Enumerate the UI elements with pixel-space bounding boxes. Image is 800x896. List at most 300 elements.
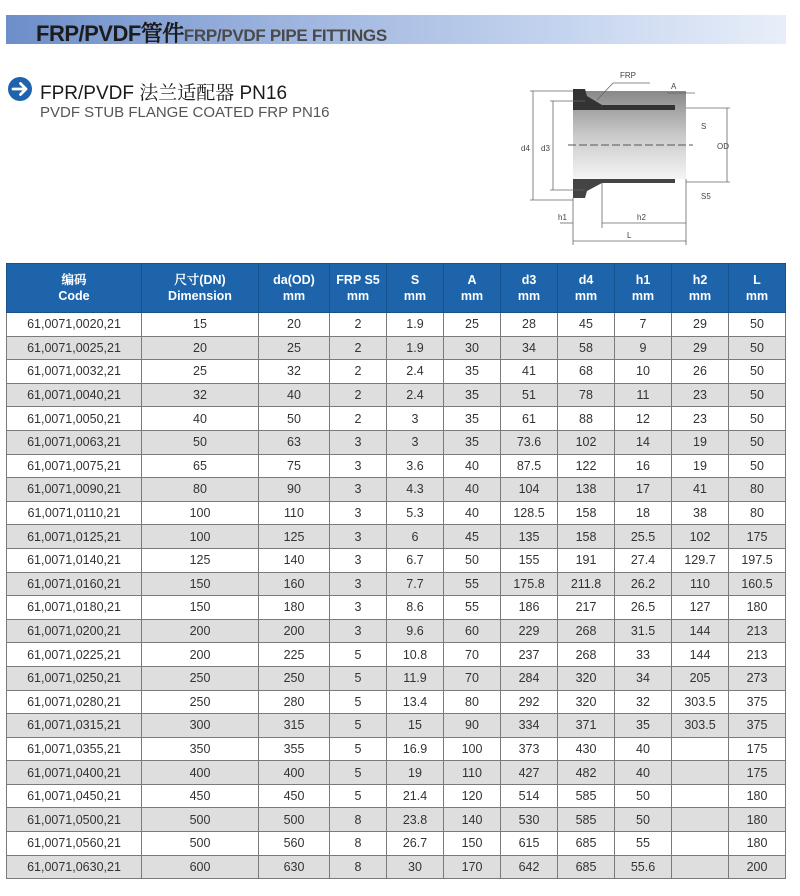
- column-header-title: S: [410, 273, 420, 287]
- table-cell: 175: [729, 737, 786, 761]
- table-cell: 125: [142, 548, 259, 572]
- column-header-title: 尺寸(DN): [174, 273, 226, 287]
- table-cell: 55.6: [615, 855, 672, 879]
- column-header-title: 编码: [61, 273, 87, 287]
- table-cell: 25: [444, 313, 501, 337]
- table-cell: 32: [142, 383, 259, 407]
- table-cell: 25: [142, 360, 259, 384]
- table-cell: 50: [729, 336, 786, 360]
- table-cell: 58: [558, 336, 615, 360]
- table-cell: 585: [558, 808, 615, 832]
- table-cell: 200: [259, 619, 330, 643]
- table-cell: 2: [330, 360, 387, 384]
- table-cell: 685: [558, 855, 615, 879]
- table-cell: 61,0071,0450,21: [7, 784, 142, 808]
- column-header: [672, 264, 729, 313]
- label-s: S: [701, 122, 707, 131]
- table-cell: 371: [558, 714, 615, 738]
- table-cell: 50: [729, 383, 786, 407]
- column-header-unit: Code: [58, 289, 90, 303]
- table-cell: 70: [444, 643, 501, 667]
- table-cell: 25.5: [615, 525, 672, 549]
- table-cell: 50: [615, 808, 672, 832]
- table-cell: 65: [142, 454, 259, 478]
- table-cell: 375: [729, 690, 786, 714]
- table-cell: 11.9: [387, 666, 444, 690]
- table-cell: 29: [672, 313, 729, 337]
- table-cell: 23.8: [387, 808, 444, 832]
- table-cell: 150: [444, 832, 501, 856]
- table-cell: 180: [729, 832, 786, 856]
- table-cell: 2.4: [387, 360, 444, 384]
- table-cell: 10: [615, 360, 672, 384]
- table-cell: 129.7: [672, 548, 729, 572]
- column-header: [259, 264, 330, 313]
- label-h2: h2: [637, 213, 646, 222]
- column-header: [142, 264, 259, 313]
- table-cell: 642: [501, 855, 558, 879]
- table-row: [7, 855, 786, 879]
- table-cell: 560: [259, 832, 330, 856]
- table-cell: 45: [444, 525, 501, 549]
- table-cell: 70: [444, 666, 501, 690]
- table-cell: 15: [387, 714, 444, 738]
- arrow-right-circle-icon: [8, 77, 32, 101]
- table-cell: 5: [330, 784, 387, 808]
- table-cell: 34: [615, 666, 672, 690]
- table-cell: 630: [259, 855, 330, 879]
- table-cell: 8: [330, 832, 387, 856]
- table-cell: 61,0071,0110,21: [7, 501, 142, 525]
- table-cell: 355: [259, 737, 330, 761]
- table-cell: 120: [444, 784, 501, 808]
- table-cell: 63: [259, 430, 330, 454]
- table-row: [7, 808, 786, 832]
- table-cell: 3: [330, 548, 387, 572]
- table-cell: 20: [259, 313, 330, 337]
- title-banner: [6, 15, 786, 44]
- table-cell: 175: [729, 761, 786, 785]
- table-cell: 3: [330, 478, 387, 502]
- column-header: [330, 264, 387, 313]
- table-cell: 40: [444, 454, 501, 478]
- table-cell: 8: [330, 808, 387, 832]
- table-cell: 180: [259, 596, 330, 620]
- column-header-unit: mm: [346, 289, 370, 303]
- table-cell: 19: [672, 454, 729, 478]
- table-cell: 61,0071,0180,21: [7, 596, 142, 620]
- table-cell: 34: [501, 336, 558, 360]
- column-header-title: da(OD): [273, 273, 315, 287]
- column-header-unit: mm: [517, 289, 541, 303]
- table-cell: 155: [501, 548, 558, 572]
- table-cell: 14: [615, 430, 672, 454]
- table-cell: [672, 808, 729, 832]
- table-cell: 213: [729, 643, 786, 667]
- table-cell: 400: [142, 761, 259, 785]
- table-cell: 61,0071,0630,21: [7, 855, 142, 879]
- table-row: [7, 548, 786, 572]
- table-cell: 9.6: [387, 619, 444, 643]
- table-header-row: [7, 264, 786, 313]
- table-cell: 225: [259, 643, 330, 667]
- table-cell: 135: [501, 525, 558, 549]
- table-cell: 500: [259, 808, 330, 832]
- table-row: [7, 478, 786, 502]
- table-cell: 35: [444, 360, 501, 384]
- table-cell: 284: [501, 666, 558, 690]
- table-cell: 87.5: [501, 454, 558, 478]
- table-cell: 180: [729, 784, 786, 808]
- table-cell: 100: [142, 501, 259, 525]
- table-cell: 170: [444, 855, 501, 879]
- table-cell: 400: [259, 761, 330, 785]
- table-cell: 30: [387, 855, 444, 879]
- label-s5: S5: [701, 192, 711, 201]
- table-cell: 50: [729, 313, 786, 337]
- table-cell: 110: [444, 761, 501, 785]
- table-cell: 138: [558, 478, 615, 502]
- table-cell: 514: [501, 784, 558, 808]
- product-title: FPR/PVDF 法兰适配器 PN16: [40, 83, 288, 104]
- title-en: FRP/PVDF PIPE FITTINGS: [183, 26, 387, 45]
- table-cell: 11: [615, 383, 672, 407]
- table-cell: 160: [259, 572, 330, 596]
- table-row: [7, 784, 786, 808]
- table-cell: 3: [330, 501, 387, 525]
- table-cell: 61,0071,0063,21: [7, 430, 142, 454]
- table-cell: 5: [330, 690, 387, 714]
- table-cell: 32: [615, 690, 672, 714]
- table-cell: 3: [330, 596, 387, 620]
- column-header-title: d4: [578, 273, 594, 287]
- table-cell: 19: [672, 430, 729, 454]
- table-cell: 5: [330, 643, 387, 667]
- table-row: [7, 619, 786, 643]
- table-cell: 430: [558, 737, 615, 761]
- table-cell: 55: [444, 596, 501, 620]
- table-cell: 21.4: [387, 784, 444, 808]
- table-cell: 61,0071,0032,21: [7, 360, 142, 384]
- column-header: [501, 264, 558, 313]
- table-cell: 80: [142, 478, 259, 502]
- table-cell: 268: [558, 619, 615, 643]
- table-row: [7, 832, 786, 856]
- table-cell: 38: [672, 501, 729, 525]
- table-cell: 100: [142, 525, 259, 549]
- table-cell: 4.3: [387, 478, 444, 502]
- table-cell: [672, 761, 729, 785]
- table-cell: 61,0071,0090,21: [7, 478, 142, 502]
- table-cell: 5: [330, 666, 387, 690]
- table-row: [7, 572, 786, 596]
- table-cell: 61,0071,0400,21: [7, 761, 142, 785]
- table-cell: 31.5: [615, 619, 672, 643]
- table-cell: [672, 784, 729, 808]
- table-cell: 35: [444, 407, 501, 431]
- table-cell: 6: [387, 525, 444, 549]
- table-cell: 61,0071,0315,21: [7, 714, 142, 738]
- table-row: [7, 430, 786, 454]
- table-cell: 3: [330, 619, 387, 643]
- column-header-title: h1: [635, 273, 651, 287]
- specs-table: [6, 263, 786, 879]
- table-cell: 158: [558, 501, 615, 525]
- table-cell: 180: [729, 808, 786, 832]
- table-cell: 229: [501, 619, 558, 643]
- table-cell: 500: [142, 808, 259, 832]
- lower-frp: [573, 179, 675, 198]
- column-header-unit: mm: [631, 289, 655, 303]
- product-subtitle: PVDF STUB FLANGE COATED FRP PN16: [40, 104, 330, 121]
- table-cell: 80: [729, 478, 786, 502]
- table-cell: 40: [142, 407, 259, 431]
- table-cell: 250: [259, 666, 330, 690]
- table-cell: 175: [729, 525, 786, 549]
- table-cell: 110: [259, 501, 330, 525]
- table-cell: 303.5: [672, 714, 729, 738]
- table-cell: 51: [501, 383, 558, 407]
- label-frp: FRP: [620, 71, 636, 80]
- column-header: [615, 264, 672, 313]
- table-cell: 80: [444, 690, 501, 714]
- table-cell: 90: [259, 478, 330, 502]
- table-row: [7, 714, 786, 738]
- table-cell: 61,0071,0075,21: [7, 454, 142, 478]
- table-cell: 3: [330, 525, 387, 549]
- table-cell: 237: [501, 643, 558, 667]
- table-cell: 102: [672, 525, 729, 549]
- table-cell: 61,0071,0225,21: [7, 643, 142, 667]
- table-cell: 320: [558, 666, 615, 690]
- table-cell: 35: [615, 714, 672, 738]
- table-cell: 127: [672, 596, 729, 620]
- table-cell: 2: [330, 336, 387, 360]
- table-cell: 7.7: [387, 572, 444, 596]
- column-header-unit: mm: [688, 289, 712, 303]
- table-cell: 158: [558, 525, 615, 549]
- table-cell: 3: [387, 407, 444, 431]
- table-cell: 16: [615, 454, 672, 478]
- table-cell: 40: [615, 737, 672, 761]
- table-row: [7, 501, 786, 525]
- table-cell: 150: [142, 596, 259, 620]
- label-d3: d3: [541, 144, 550, 153]
- table-cell: 2.4: [387, 383, 444, 407]
- column-header-unit: mm: [574, 289, 598, 303]
- table-cell: 191: [558, 548, 615, 572]
- table-row: [7, 690, 786, 714]
- table-cell: 300: [142, 714, 259, 738]
- column-header-title: L: [753, 273, 761, 287]
- table-cell: 122: [558, 454, 615, 478]
- table-cell: 50: [615, 784, 672, 808]
- table-cell: 144: [672, 643, 729, 667]
- table-cell: 144: [672, 619, 729, 643]
- table-cell: 5: [330, 737, 387, 761]
- table-cell: 61: [501, 407, 558, 431]
- table-cell: 250: [142, 666, 259, 690]
- table-cell: 41: [501, 360, 558, 384]
- table-cell: 78: [558, 383, 615, 407]
- table-cell: 50: [729, 407, 786, 431]
- table-cell: 6.7: [387, 548, 444, 572]
- table-cell: 9: [615, 336, 672, 360]
- table-cell: 482: [558, 761, 615, 785]
- table-cell: 20: [142, 336, 259, 360]
- table-cell: 211.8: [558, 572, 615, 596]
- table-cell: 197.5: [729, 548, 786, 572]
- column-header-unit: Dimension: [168, 289, 232, 303]
- table-cell: 600: [142, 855, 259, 879]
- table-row: [7, 383, 786, 407]
- table-cell: 45: [558, 313, 615, 337]
- table-cell: 28: [501, 313, 558, 337]
- table-cell: 26.7: [387, 832, 444, 856]
- table-cell: 180: [729, 596, 786, 620]
- table-cell: [672, 832, 729, 856]
- table-cell: 5: [330, 761, 387, 785]
- table-cell: 7: [615, 313, 672, 337]
- table-cell: 88: [558, 407, 615, 431]
- table-cell: 1.9: [387, 336, 444, 360]
- table-cell: 35: [444, 430, 501, 454]
- table-cell: 150: [142, 572, 259, 596]
- column-header-unit: mm: [282, 289, 306, 303]
- table-cell: 315: [259, 714, 330, 738]
- table-cell: 61,0071,0040,21: [7, 383, 142, 407]
- table-cell: 50: [142, 430, 259, 454]
- column-header-title: h2: [692, 273, 708, 287]
- table-cell: 61,0071,0020,21: [7, 313, 142, 337]
- table-cell: 373: [501, 737, 558, 761]
- table-cell: 160.5: [729, 572, 786, 596]
- table-cell: 8.6: [387, 596, 444, 620]
- table-cell: 500: [142, 832, 259, 856]
- table-cell: 27.4: [615, 548, 672, 572]
- table-row: [7, 407, 786, 431]
- label-d4: d4: [521, 144, 530, 153]
- table-cell: 61,0071,0050,21: [7, 407, 142, 431]
- table-cell: 68: [558, 360, 615, 384]
- column-header: [444, 264, 501, 313]
- table-cell: 213: [729, 619, 786, 643]
- table-cell: 40: [615, 761, 672, 785]
- table-cell: 1.9: [387, 313, 444, 337]
- table-cell: 80: [729, 501, 786, 525]
- table-cell: 175.8: [501, 572, 558, 596]
- table-cell: 19: [387, 761, 444, 785]
- table-cell: 280: [259, 690, 330, 714]
- table-cell: 3: [330, 430, 387, 454]
- fitting-diagram: [505, 63, 735, 248]
- table-cell: 350: [142, 737, 259, 761]
- table-row: [7, 360, 786, 384]
- table-cell: 50: [729, 454, 786, 478]
- table-row: [7, 525, 786, 549]
- table-cell: 55: [444, 572, 501, 596]
- column-header: [729, 264, 786, 313]
- table-cell: 8: [330, 855, 387, 879]
- column-header: [387, 264, 444, 313]
- table-cell: 530: [501, 808, 558, 832]
- label-od: OD: [717, 142, 729, 151]
- table-cell: 140: [444, 808, 501, 832]
- table-cell: 205: [672, 666, 729, 690]
- table-cell: 10.8: [387, 643, 444, 667]
- title-cn: FRP/PVDF管件: [36, 21, 184, 46]
- table-cell: [672, 737, 729, 761]
- table-cell: 13.4: [387, 690, 444, 714]
- table-cell: 292: [501, 690, 558, 714]
- table-cell: 217: [558, 596, 615, 620]
- table-cell: 61,0071,0025,21: [7, 336, 142, 360]
- table-cell: 18: [615, 501, 672, 525]
- table-cell: 73.6: [501, 430, 558, 454]
- table-cell: 90: [444, 714, 501, 738]
- table-cell: 50: [729, 430, 786, 454]
- table-cell: 40: [259, 383, 330, 407]
- column-header: [7, 264, 142, 313]
- table-cell: 61,0071,0355,21: [7, 737, 142, 761]
- table-cell: 200: [142, 643, 259, 667]
- table-cell: 61,0071,0500,21: [7, 808, 142, 832]
- table-row: [7, 313, 786, 337]
- table-cell: 61,0071,0125,21: [7, 525, 142, 549]
- column-header-title: A: [467, 273, 477, 287]
- table-cell: 75: [259, 454, 330, 478]
- table-cell: 60: [444, 619, 501, 643]
- table-cell: 16.9: [387, 737, 444, 761]
- table-cell: [672, 855, 729, 879]
- table-cell: 303.5: [672, 690, 729, 714]
- table-cell: 5.3: [387, 501, 444, 525]
- table-cell: 375: [729, 714, 786, 738]
- table-cell: 450: [259, 784, 330, 808]
- table-cell: 2: [330, 407, 387, 431]
- column-header-unit: mm: [403, 289, 427, 303]
- table-cell: 29: [672, 336, 729, 360]
- table-row: [7, 336, 786, 360]
- column-header-title: FRP S5: [336, 273, 380, 287]
- table-cell: 23: [672, 383, 729, 407]
- table-cell: 5: [330, 714, 387, 738]
- table-cell: 585: [558, 784, 615, 808]
- table-cell: 100: [444, 737, 501, 761]
- table-cell: 25: [259, 336, 330, 360]
- table-cell: 273: [729, 666, 786, 690]
- table-cell: 23: [672, 407, 729, 431]
- table-row: [7, 737, 786, 761]
- table-row: [7, 454, 786, 478]
- table-cell: 33: [615, 643, 672, 667]
- column-header-unit: mm: [745, 289, 769, 303]
- table-cell: 3: [387, 430, 444, 454]
- table-cell: 50: [729, 360, 786, 384]
- table-cell: 15: [142, 313, 259, 337]
- table-cell: 200: [142, 619, 259, 643]
- table-cell: 40: [444, 478, 501, 502]
- table-cell: 110: [672, 572, 729, 596]
- table-cell: 30: [444, 336, 501, 360]
- page-title: [36, 17, 387, 48]
- table-cell: 17: [615, 478, 672, 502]
- table-cell: 61,0071,0280,21: [7, 690, 142, 714]
- table-cell: 615: [501, 832, 558, 856]
- table-cell: 61,0071,0200,21: [7, 619, 142, 643]
- table-cell: 40: [444, 501, 501, 525]
- column-header: [558, 264, 615, 313]
